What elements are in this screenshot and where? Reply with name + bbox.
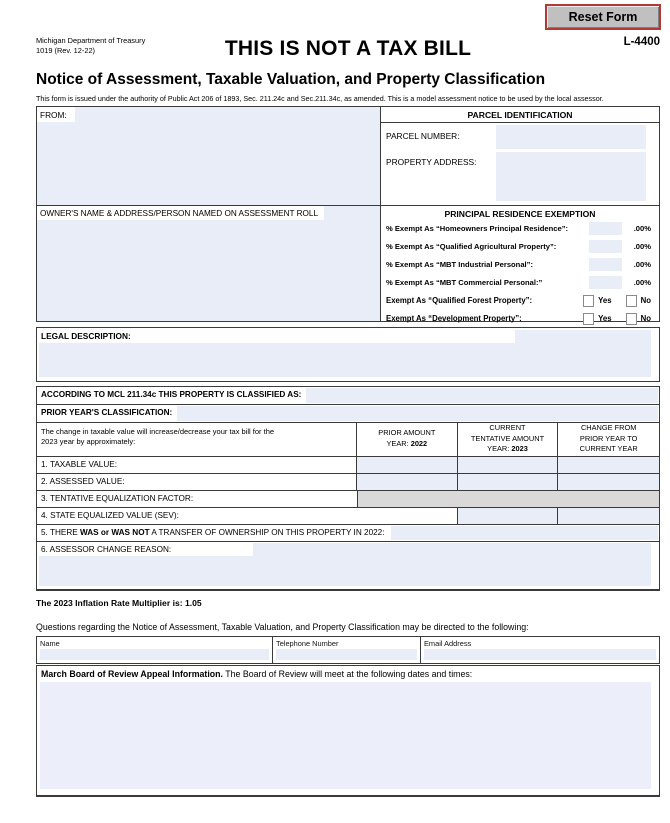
contact-name-label: Name — [40, 638, 60, 648]
parcel-identification-section — [381, 107, 659, 205]
sev-row — [37, 507, 659, 524]
value-table-intro-line1: The change in taxable value will increase/decrease your tax bill for the — [41, 426, 275, 436]
questions-note: Questions regarding the Notice of Assessment, Taxable Valuation, and Property Classification may be directed to the following: — [36, 621, 529, 632]
taxable-value-current-input[interactable] — [458, 457, 559, 473]
contact-name-cell — [37, 637, 273, 663]
col-header-prior-amount — [357, 423, 458, 456]
classification-value-table — [36, 386, 660, 591]
change-line2: PRIOR YEAR TO — [579, 433, 638, 443]
principal-residence-exemption-section — [381, 206, 659, 321]
pre-mbt-commercial-label: % Exempt As “MBT Commercial Personal:” — [386, 278, 543, 287]
sev-label: 4. STATE EQUALIZED VALUE (SEV): — [37, 508, 458, 524]
not-a-tax-bill-banner: THIS IS NOT A TAX BILL — [224, 37, 472, 60]
parcel-number-input[interactable] — [496, 125, 646, 149]
prior-year-value: 2022 — [410, 439, 428, 448]
owner-label: OWNER'S NAME & ADDRESS/PERSON NAMED ON ASSESSMENT ROLL — [37, 206, 324, 220]
transfer-bold: WAS or WAS NOT — [79, 527, 150, 537]
pre-row-mbt-commercial — [381, 274, 659, 292]
taxable-value-change-input[interactable] — [558, 457, 659, 473]
pre-homeowners-suffix: .00% — [633, 224, 651, 233]
pre-mbt-industrial-input[interactable] — [589, 258, 622, 271]
assessor-change-reason-row — [37, 541, 659, 589]
development-no-label: No — [640, 314, 651, 323]
form-revision: 1019 (Rev. 12-22) — [36, 45, 96, 55]
qualified-forest-yes-checkbox[interactable] — [583, 295, 594, 307]
contact-name-input[interactable] — [40, 649, 269, 660]
development-label: Exempt As “Development Property”: — [386, 314, 522, 323]
current-classification-row — [37, 387, 659, 405]
qualified-forest-yes-label: Yes — [598, 296, 612, 305]
parcel-number-label: PARCEL NUMBER: — [386, 131, 460, 141]
owner-exemption-box — [36, 205, 660, 322]
pre-heading: PRINCIPAL RESIDENCE EXEMPTION — [444, 208, 596, 219]
pre-mbt-industrial-suffix: .00% — [633, 260, 651, 269]
prior-amount-line1: PRIOR AMOUNT — [378, 428, 436, 438]
legal-description-box — [36, 327, 660, 382]
prior-classification-row — [37, 404, 659, 422]
agency-name: Michigan Department of Treasury — [36, 36, 146, 45]
property-address-input[interactable] — [496, 152, 646, 201]
qualified-forest-label: Exempt As “Qualified Forest Property”: — [386, 296, 533, 305]
sev-change-input[interactable] — [558, 508, 659, 524]
contact-email-cell — [421, 637, 659, 663]
authority-note: This form is issued under the authority of Public Act 206 of 1893, Sec. 211.24c and Sec.211.34c, as amended. This is a model assessment notice to be used by the local assessor. — [36, 94, 604, 103]
current-year-value: 2023 — [511, 444, 528, 454]
qualified-forest-no-label: No — [640, 296, 651, 305]
change-line1: CHANGE FROM — [580, 423, 637, 433]
board-of-review-box — [36, 665, 660, 797]
transfer-prefix: 5. THERE — [41, 527, 80, 537]
pre-homeowners-label: % Exempt As “Homeowners Principal Residence”: — [386, 224, 569, 233]
assessed-value-current-input[interactable] — [458, 474, 559, 490]
parcel-identification-heading: PARCEL IDENTIFICATION — [381, 107, 659, 123]
from-parcel-box — [36, 106, 660, 206]
pre-mbt-commercial-input[interactable] — [589, 276, 622, 289]
current-classification-input[interactable] — [306, 388, 658, 404]
col-header-change — [558, 423, 659, 456]
change-line3: CURRENT YEAR — [579, 444, 638, 454]
from-section — [37, 107, 381, 205]
prior-amount-year — [357, 439, 457, 450]
development-no-checkbox[interactable] — [626, 313, 637, 325]
value-table-header-row — [37, 422, 659, 456]
taxable-value-label: 1. TAXABLE VALUE: — [37, 457, 357, 473]
prior-year-label: YEAR: — [386, 439, 411, 448]
transfer-ownership-input[interactable] — [391, 526, 659, 540]
pre-row-qualified-forest — [381, 292, 659, 310]
equalization-factor-input[interactable] — [358, 491, 659, 507]
contact-table — [36, 636, 660, 664]
current-year — [458, 444, 558, 455]
pre-row-homeowners — [381, 220, 659, 238]
assessor-change-reason-label: 6. ASSESSOR CHANGE REASON: — [37, 542, 253, 556]
property-address-label: PROPERTY ADDRESS: — [386, 157, 477, 167]
prior-classification-label: PRIOR YEAR'S CLASSIFICATION: — [41, 408, 173, 417]
owner-name-address-input[interactable] — [37, 206, 380, 321]
contact-email-label: Email Address — [424, 638, 472, 648]
assessed-value-label: 2. ASSESSED VALUE: — [37, 474, 357, 490]
board-of-review-normal: The Board of Review will meet at the following dates and times: — [223, 668, 473, 679]
from-input[interactable] — [37, 107, 380, 205]
taxable-value-row — [37, 456, 659, 473]
transfer-ownership-row — [37, 524, 659, 541]
pre-mbt-industrial-label: % Exempt As “MBT Industrial Personal”: — [386, 260, 533, 269]
prior-classification-input[interactable] — [177, 406, 658, 421]
inflation-rate-note: The 2023 Inflation Rate Multiplier is: 1.05 — [36, 597, 202, 608]
form-page — [36, 0, 660, 797]
current-line2: TENTATIVE AMOUNT — [470, 433, 545, 443]
assessed-value-change-input[interactable] — [558, 474, 659, 490]
current-line1: CURRENT — [489, 423, 526, 433]
board-of-review-bold: March Board of Review Appeal Information. — [41, 668, 223, 679]
assessed-value-row — [37, 473, 659, 490]
equalization-factor-label: 3. TENTATIVE EQUALIZATION FACTOR: — [37, 491, 358, 507]
current-classification-label: ACCORDING TO MCL 211.34c THIS PROPERTY IS CLASSIFIED AS: — [41, 389, 302, 399]
equalization-factor-row — [37, 490, 659, 507]
value-table-intro-line2: 2023 year by approximately: — [41, 437, 136, 447]
pre-agricultural-input[interactable] — [589, 240, 622, 253]
form-title: Notice of Assessment, Taxable Valuation, and Property Classification — [36, 71, 546, 88]
contact-phone-label: Telephone Number — [276, 638, 339, 648]
transfer-suffix: A TRANSFER OF OWNERSHIP ON THIS PROPERTY IN 2022: — [149, 527, 385, 537]
development-yes-checkbox[interactable] — [583, 313, 594, 325]
pre-row-development — [381, 310, 659, 328]
reset-form-button[interactable]: Reset Form — [545, 4, 661, 30]
transfer-ownership-label — [37, 525, 389, 541]
sev-current-input[interactable] — [458, 508, 559, 524]
form-code: L-4400 — [623, 36, 660, 48]
pre-row-mbt-industrial — [381, 256, 659, 274]
legal-description-label: LEGAL DESCRIPTION: — [37, 328, 515, 343]
pre-agricultural-label: % Exempt As “Qualified Agricultural Property”: — [386, 242, 557, 251]
pre-homeowners-input[interactable] — [589, 222, 622, 235]
from-label: FROM: — [37, 107, 75, 122]
board-of-review-text — [37, 666, 659, 679]
qualified-forest-no-checkbox[interactable] — [626, 295, 637, 307]
pre-agricultural-suffix: .00% — [633, 242, 651, 251]
owner-section — [37, 206, 381, 321]
contact-phone-cell — [273, 637, 421, 663]
form-header — [36, 36, 660, 62]
value-table-intro — [37, 423, 357, 456]
col-header-current-tentative — [458, 423, 559, 456]
assessed-value-prior-input[interactable] — [357, 474, 458, 490]
contact-phone-input[interactable] — [276, 649, 417, 660]
pre-row-agricultural — [381, 238, 659, 256]
pre-mbt-commercial-suffix: .00% — [633, 278, 651, 287]
current-year-label: YEAR: — [487, 444, 512, 454]
board-of-review-input[interactable] — [40, 682, 651, 789]
taxable-value-prior-input[interactable] — [357, 457, 458, 473]
contact-email-input[interactable] — [424, 649, 656, 660]
development-yes-label: Yes — [598, 314, 612, 323]
